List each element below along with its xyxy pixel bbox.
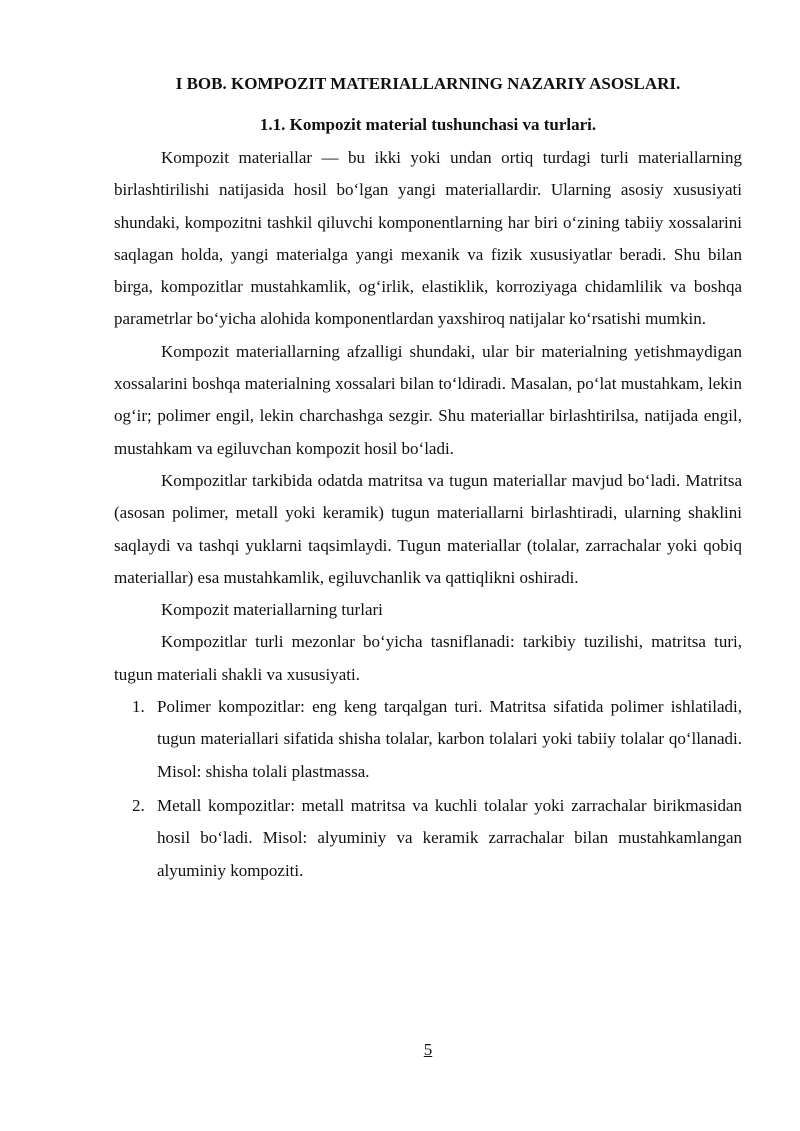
paragraph-structure: Kompozitlar tarkibida odatda matritsa va tugun materiallar mavjud bo‘ladi. Matritsa (asosan polimer, metall yoki keramik) tugun materiallarni birlashtiradi, ularning shaklini saqlaydi va tashqi yuklarni taqsimlaydi. Tugun materiallar (tolalar, zarrachalar yoki qobiq materiallar) esa mustahkamlik, egiluvchanlik va qattiqlikni oshiradi. <box>114 470 742 587</box>
page-number: 5 <box>423 1040 433 1059</box>
list-item-number: 2. <box>132 795 145 815</box>
paragraph-advantages: Kompozit materiallarning afzalligi shundaki, ular bir materialning yetishmaydigan xossalarini boshqa materialning xossalari bilan to‘ldiradi. Masalan, po‘lat mustahkam, lekin og‘ir; polimer engil, lekin charchashga sezgir. Shu materiallar birlashtirilsa, natijada engil, mustahkam va egiluvchan kompozit hosil bo‘ladi. <box>114 341 742 458</box>
paragraph-classification: Kompozitlar turli mezonlar bo‘yicha tasniflanadi: tarkibiy tuzilishi, matritsa turi, tugun materiali shakli va xususiyati. <box>114 632 742 684</box>
list-item <box>114 790 742 887</box>
list-item-text: Metall kompozitlar: metall matritsa va kuchli tolalar yoki zarrachalar birikmasidan hosil bo‘ladi. Misol: alyuminiy va keramik zarrachalar bilan mustahkamlangan alyuminiy kompoziti. <box>157 795 742 880</box>
document-page <box>114 72 742 889</box>
chapter-title: I BOB. KOMPOZIT MATERIALLARNING NAZARIY ASOSLARI. <box>175 74 681 93</box>
list-item-number: 1. <box>132 697 145 717</box>
list-item <box>114 691 742 788</box>
list-item-text: Polimer kompozitlar: eng keng tarqalgan turi. Matritsa sifatida polimer ishlatiladi, tugun materiallari sifatida shisha tolalar, karbon tolalari yoki tabiiy tolalar qo‘llanadi. Misol: shisha tolali plastmassa. <box>157 697 742 781</box>
paragraph-types-heading: Kompozit materiallarning turlari <box>161 600 383 620</box>
paragraph-definition: Kompozit materiallar — bu ikki yoki undan ortiq turdagi turli materiallarning birlashtirilishi natijasida hosil bo‘lgan yangi materiallardir. Ularning asosiy xususiyati shundaki, kompozitni tashkil qiluvchi komponentlarning har biri o‘zining tabiiy xossalarini saqlagan holda, yangi materialga yangi mexanik va fizik xususiyatlar beradi. Shu bilan birga, kompozitlar mustahkamlik, og‘irlik, elastiklik, korroziyaga chidamlilik va boshqa parametrlar bo‘yicha alohida komponentlardan yaxshiroq natijalar ko‘rsatishi mumkin. <box>114 148 742 329</box>
section-title: 1.1. Kompozit material tushunchasi va turlari. <box>259 115 597 134</box>
composite-types-list <box>114 691 742 887</box>
